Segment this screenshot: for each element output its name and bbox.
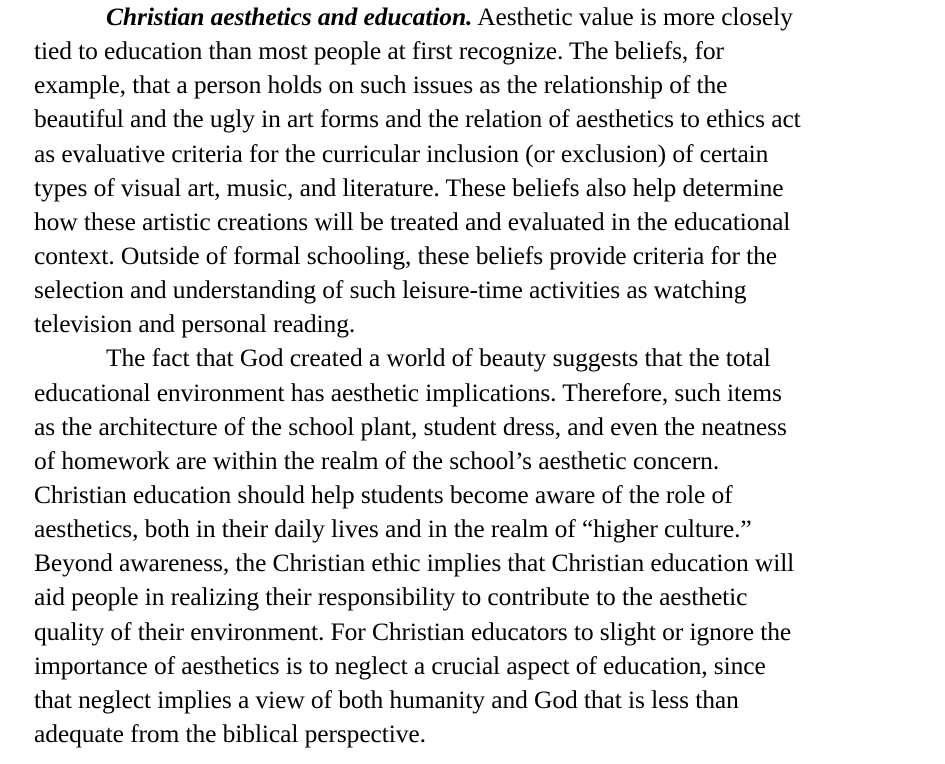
paragraph-1	[34, 0, 939, 341]
paragraph-2-line: of homework are within the realm of the school’s aesthetic concern.	[34, 445, 720, 475]
paragraph-1-line-1	[34, 0, 939, 34]
paragraph-1-line: how these artistic creations will be treated and evaluated in the educational	[34, 206, 791, 236]
paragraph-1-opening-text: Aesthetic value is more closely	[472, 2, 793, 31]
paragraph-2-line: that neglect implies a view of both humanity and God that is less than	[34, 684, 739, 714]
paragraph-1-line: selection and understanding of such leisure-time activities as watching	[34, 275, 747, 305]
paragraph-2	[34, 341, 939, 751]
paragraph-2-line: Christian education should help students become aware of the role of	[34, 479, 733, 509]
paragraph-2-line: quality of their environment. For Christian educators to slight or ignore the	[34, 616, 792, 646]
paragraph-2-line: Beyond awareness, the Christian ethic implies that Christian education will	[34, 548, 795, 578]
paragraph-2-line: importance of aesthetics is to neglect a crucial aspect of education, since	[34, 650, 766, 680]
paragraph-1-line: types of visual art, music, and literature. These beliefs also help determine	[34, 172, 784, 202]
document-page	[34, 0, 939, 764]
section-heading: Christian aesthetics and education.	[106, 2, 473, 31]
paragraph-2-line: as the architecture of the school plant, student dress, and even the neatness	[34, 411, 787, 441]
paragraph-2-line: aesthetics, both in their daily lives and in the realm of “higher culture.”	[34, 514, 752, 544]
paragraph-1-line: example, that a person holds on such issues as the relationship of the	[34, 70, 728, 100]
paragraph-1-line: beautiful and the ugly in art forms and the relation of aesthetics to ethics act	[34, 104, 801, 134]
paragraph-2-line: The fact that God created a world of beauty suggests that the total	[106, 343, 771, 373]
paragraph-2-line: adequate from the biblical perspective.	[34, 718, 426, 748]
paragraph-1-line: as evaluative criteria for the curricular inclusion (or exclusion) of certain	[34, 138, 769, 168]
paragraph-1-line: tied to education than most people at first recognize. The beliefs, for	[34, 36, 724, 66]
paragraph-1-line: television and personal reading.	[34, 309, 356, 339]
paragraph-2-line: educational environment has aesthetic implications. Therefore, such items	[34, 377, 782, 407]
paragraph-2-line: aid people in realizing their responsibility to contribute to the aesthetic	[34, 582, 748, 612]
paragraph-1-line: context. Outside of formal schooling, these beliefs provide criteria for the	[34, 240, 777, 270]
